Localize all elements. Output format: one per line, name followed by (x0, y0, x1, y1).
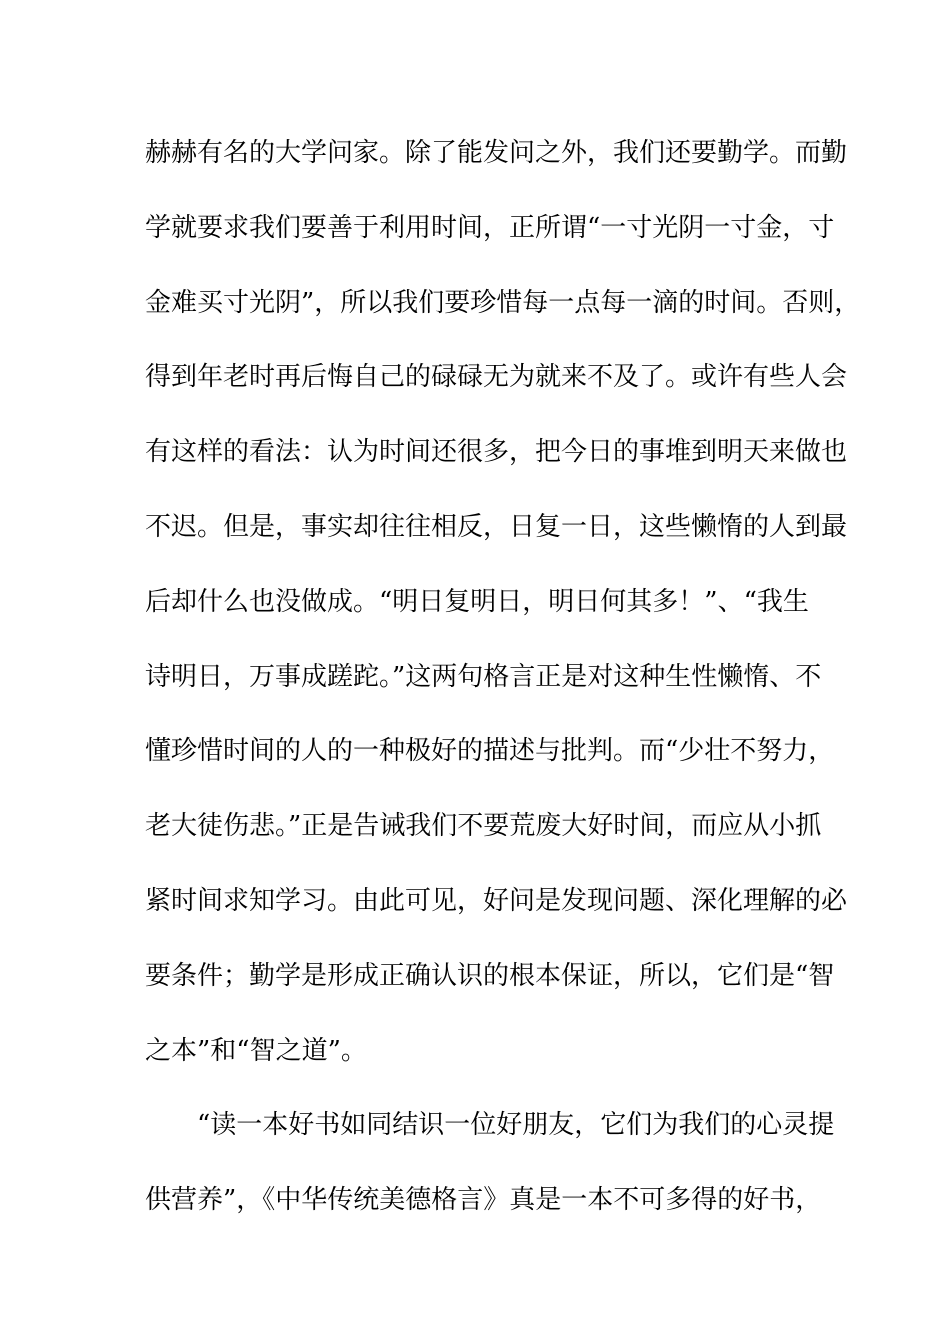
text-line: 学就要求我们要善于利用时间，正所谓“一寸光阴一寸金，寸 (145, 212, 835, 243)
text-line: 老大徒伤悲。”正是告诫我们不要荒废大好时间，而应从小抓 (145, 811, 822, 842)
text-line: 不迟。但是，事实却往往相反，日复一日，这些懒惰的人到最 (145, 511, 848, 542)
text-line: 赫赫有名的大学问家。除了能发问之外，我们还要勤学。而勤 (145, 138, 848, 168)
text-line: 有这样的看法：认为时间还很多，把今日的事堆到明天来做也 (145, 437, 848, 468)
text-line: 得到年老时再后悔自己的碌碌无为就来不及了。或许有些人会 (145, 362, 848, 393)
text-line: 后却什么也没做成。“明日复明日，明日何其多！”、“我生 (145, 586, 809, 617)
paragraph-start-line: “读一本好书如同结识一位好朋友，它们为我们的心灵提 (197, 1110, 835, 1141)
text-line: 之本”和“智之道”。 (145, 1035, 367, 1066)
text-line: 诗明日，万事成蹉跎。”这两句格言正是对这种生性懒惰、不 (145, 661, 822, 692)
text-line: 金难买寸光阴”，所以我们要珍惜每一点每一滴的时间。否则， (145, 287, 861, 318)
text-line: 懂珍惜时间的人的一种极好的描述与批判。而“少壮不努力， (145, 736, 835, 767)
body-text (145, 131, 861, 1253)
text-line: 供营养”，《中华传统美德格言》真是一本不可多得的好书， (145, 1185, 822, 1216)
text-line: 紧时间求知学习。由此可见，好问是发现问题、深化理解的必 (145, 885, 848, 916)
text-line: 要条件；勤学是形成正确认识的根本保证，所以，它们是“智 (145, 960, 835, 991)
